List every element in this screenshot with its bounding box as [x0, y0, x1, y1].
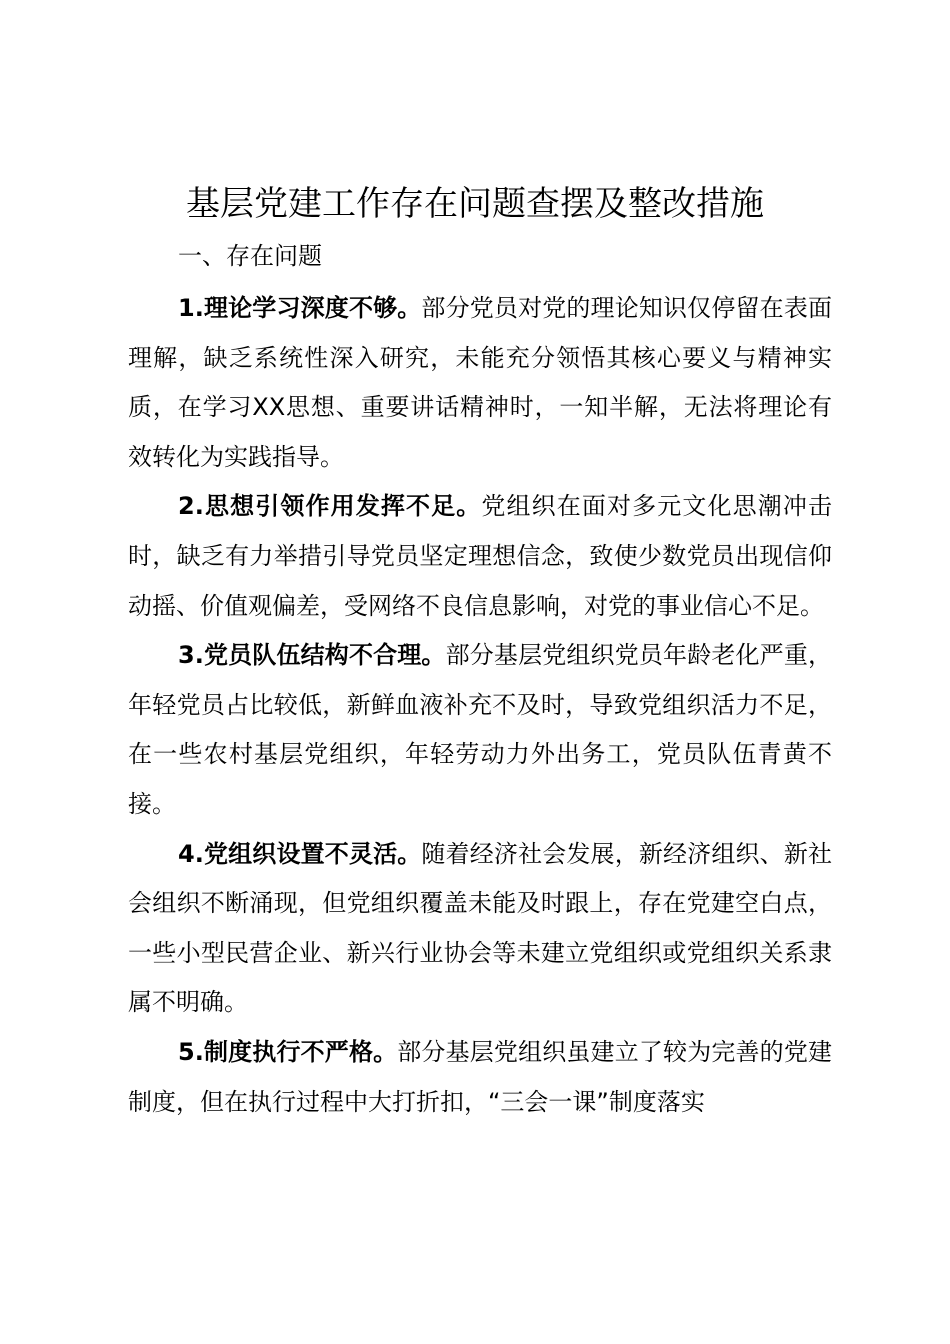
- paragraph-text: 部分基层党组织党员年龄老化严重，年轻党员占比较低，新鲜血液补充不及时，导致党组织活力不足，在一些农村基层党组织，年轻劳动力外出务工，党员队伍青黄不接。: [128, 641, 832, 818]
- paragraph-text: 部分党员对党的理论知识仅停留在表面理解，缺乏系统性深入研究，未能充分领悟其核心要义与精神实质，在学习XX思想、重要讲话精神时，一知半解，无法将理论有效转化为实践指导。: [128, 294, 832, 471]
- paragraph-text: 随着经济社会发展，新经济组织、新社会组织不断涌现，但党组织覆盖未能及时跟上，存在党建空白点，一些小型民营企业、新兴行业协会等未建立党组织或党组织关系隶属不明确。: [128, 839, 832, 1017]
- paragraph-lead: 4.党组织设置不灵活。: [178, 839, 422, 868]
- document-body: [128, 284, 832, 1127]
- paragraph-lead: 1.理论学习深度不够。: [178, 294, 422, 322]
- paragraph-text: 党组织在面对多元文化思潮冲击时，缺乏有力举措引导党员坚定理想信念，致使少数党员出现信仰动摇、价值观偏差，受网络不良信息影响，对党的事业信心不足。: [128, 492, 832, 620]
- paragraph-lead: 5.制度执行不严格。: [178, 1037, 398, 1066]
- section-heading: 一、存在问题: [178, 242, 322, 270]
- document-title: 基层党建工作存在问题查摆及整改措施: [186, 184, 764, 224]
- paragraph-5: [128, 1028, 832, 1127]
- paragraph-2: [128, 482, 832, 631]
- paragraph-4: [128, 830, 832, 1028]
- paragraph-lead: 2.思想引领作用发挥不足。: [178, 492, 482, 521]
- paragraph-lead: 3.党员队伍结构不合理。: [178, 641, 446, 670]
- paragraph-1: [128, 284, 832, 482]
- paragraph-text: 部分基层党组织虽建立了较为完善的党建制度，但在执行过程中大打折扣，“三会一课”制度落实: [128, 1037, 832, 1116]
- paragraph-3: [128, 631, 832, 829]
